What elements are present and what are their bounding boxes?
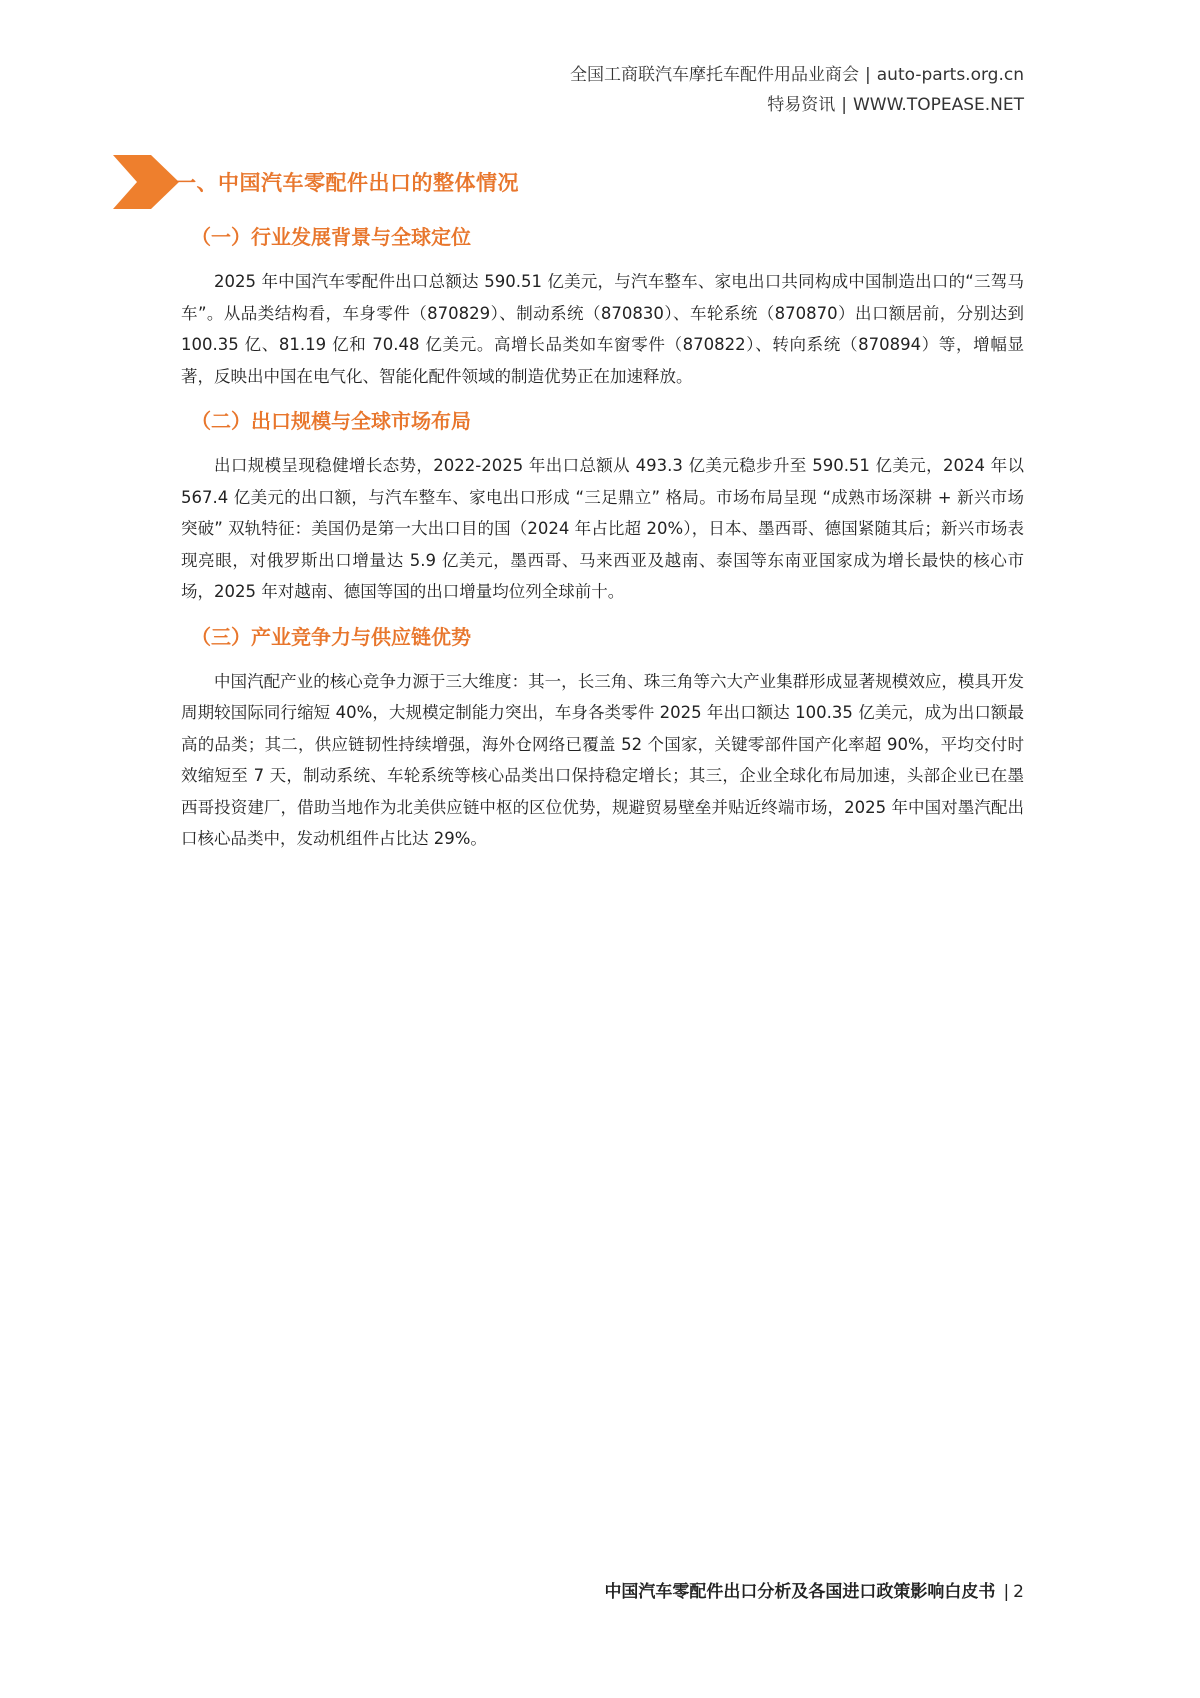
header-org-name: 全国工商联汽车摩托车配件用品业商会 (570, 65, 860, 85)
subsection-paragraph: 出口规模呈现稳健增长态势，2022-2025 年出口总额从 493.3 亿美元稳步升至 590.51 亿美元，2024 年以 567.4 亿美元的出口额，与汽车整车、家电出口形成 “三足鼎立” 格局。市场布局呈现 “成熟市场深耕 + 新兴市场突破” 双轨特征：美国仍是第一大出口目的国（2024 年占比超 20%），日本、墨西哥、德国紧随其后；新兴市场表现亮眼，对俄罗斯出口增量达 5.9 亿美元，墨西哥、马来西亚及越南、泰国等东南亚国家成为增长最快的核心市场，2025 年对越南、德国等国的出口增量均位列全球前十。 (181, 456, 1024, 601)
main-content (181, 222, 1024, 869)
section-title (113, 154, 519, 210)
subsection-heading: （一）行业发展背景与全球定位 (191, 225, 471, 249)
header-brand-url[interactable]: WWW.TOPEASE.NET (852, 95, 1024, 115)
subsection-2 (181, 406, 1024, 608)
chevron-arrow-icon (113, 155, 179, 209)
header-line-2 (570, 90, 1024, 120)
page-header (570, 60, 1024, 120)
header-separator: | (865, 65, 871, 85)
header-org-url[interactable]: auto-parts.org.cn (876, 65, 1024, 85)
header-line-1 (570, 60, 1024, 90)
subsection-heading: （二）出口规模与全球市场布局 (191, 409, 471, 433)
header-separator: | (841, 95, 847, 115)
header-brand-name: 特易资讯 (767, 95, 836, 115)
subsection-1 (181, 222, 1024, 392)
subsection-paragraph: 中国汽配产业的核心竞争力源于三大维度：其一，长三角、珠三角等六大产业集群形成显著规模效应，模具开发周期较国际同行缩短 40%，大规模定制能力突出，车身各类零件 2025 年出口额达 100.35 亿美元，成为出口额最高的品类；其二，供应链韧性持续增强，海外仓网络已覆盖 52 个国家，关键零部件国产化率超 90%，平均交付时效缩短至 7 天，制动系统、车轮系统等核心品类出口保持稳定增长；其三，企业全球化布局加速，头部企业已在墨西哥投资建厂，借助当地作为北美供应链中枢的区位优势，规避贸易壁垒并贴近终端市场，2025 年中国对墨汽配出口核心品类中，发动机组件占比达 29%。 (181, 671, 1024, 848)
footer-document-title: 中国汽车零配件出口分析及各国进口政策影响白皮书 (604, 1582, 996, 1602)
page-number: 2 (1013, 1582, 1024, 1602)
subsection-paragraph: 2025 年中国汽车零配件出口总额达 590.51 亿美元，与汽车整车、家电出口共同构成中国制造出口的“三驾马车”。从品类结构看，车身零件（870829）、制动系统（870830）、车轮系统（870870）出口额居前，分别达到 100.35 亿、81.19 亿和 70.48 亿美元。高增长品类如车窗零件（870822）、转向系统（870894）等，增幅显著，反映出中国在电气化、智能化配件领域的制造优势正在加速释放。 (181, 272, 1024, 386)
subsection-heading: （三）产业竞争力与供应链优势 (191, 624, 471, 649)
footer-separator: | (1003, 1582, 1010, 1602)
section-title-text: 一、中国汽车零配件出口的整体情况 (175, 171, 519, 195)
page-footer (604, 1577, 1024, 1602)
subsection-3 (181, 622, 1024, 855)
